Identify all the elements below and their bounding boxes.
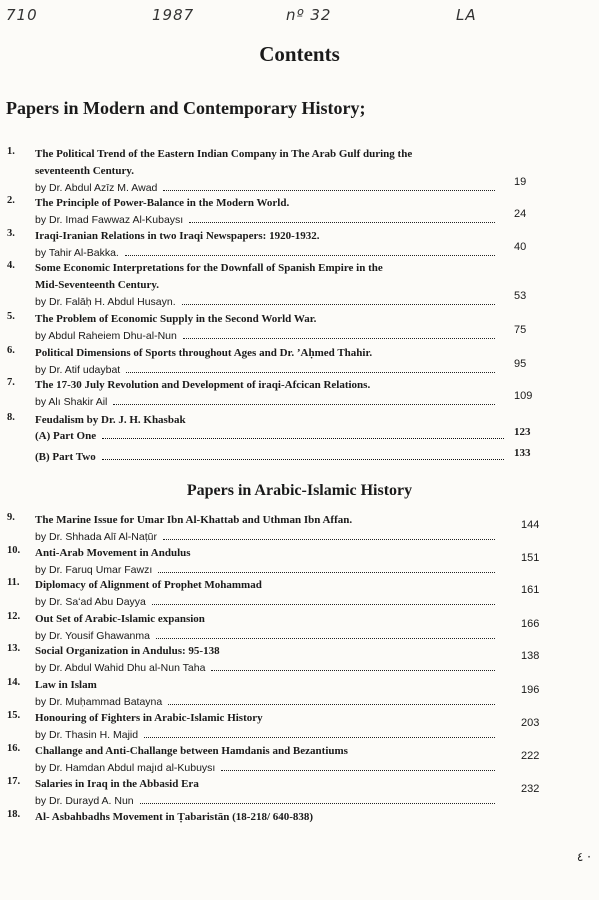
dot-leader: [152, 603, 495, 605]
author-line: [35, 727, 500, 741]
author-line: [35, 660, 500, 674]
entry-title: Feudalism by Dr. J. H. Khasbak: [35, 414, 186, 426]
toc-entry[interactable]: [0, 776, 599, 810]
part-label: (B) Part Two: [35, 451, 96, 463]
entry-page-number: 151: [521, 552, 540, 564]
toc-entry[interactable]: [0, 345, 599, 379]
dot-leader: [102, 438, 504, 439]
author-line: [35, 594, 500, 608]
entry-author: by Alı Shakir Ail: [35, 396, 108, 408]
dot-leader: [144, 736, 495, 738]
author-line: [35, 394, 500, 408]
entry-title: Al- Asbahbadhs Movement in Ṭabaristān (18-218/ 640-838): [35, 811, 314, 823]
entry-page-number: 161: [521, 584, 540, 596]
entry-author: by Dr. Falāḥ H. Abdul Husayn.: [35, 296, 176, 308]
section-title-arabic-islamic: Papers in Arabic-Islamic History: [186, 482, 413, 499]
dot-leader: [182, 303, 495, 305]
toc-entry[interactable]: [0, 545, 599, 579]
entry-title-continued: seventeenth Century.: [35, 165, 134, 177]
part-label: (A) Part One: [35, 430, 97, 442]
entry-number: 12.: [7, 611, 21, 622]
entry-title: The 17-30 July Revolution and Development of iraqi-Afcican Relations.: [35, 379, 371, 391]
author-line: [35, 793, 500, 807]
entry-author: by Dr. Abdul Wahid Dhu al-Nun Taha: [35, 662, 206, 674]
toc-entry[interactable]: [0, 412, 599, 463]
entry-title: Anti-Arab Movement in Andulus: [35, 547, 191, 559]
dot-leader: [140, 802, 495, 804]
entry-page-number: 222: [521, 750, 540, 762]
dot-leader: [163, 538, 495, 540]
author-line: [35, 180, 500, 194]
entry-page-number: 203: [521, 717, 540, 729]
dot-leader: [183, 337, 495, 339]
entry-author: by Dr. Hamdan Abdul majıd al-Kubuysı: [35, 762, 216, 774]
entry-number: 14.: [7, 677, 21, 688]
entry-title: Honouring of Fighters in Arabic-Islamic History: [35, 712, 263, 724]
author-line: [35, 245, 500, 259]
dot-leader: [102, 459, 504, 460]
author-line: [35, 628, 500, 642]
entry-title-continued: Mid-Seventeenth Century.: [35, 279, 160, 291]
entry-title: Salaries in Iraq in the Abbasid Era: [35, 778, 199, 790]
entry-page-number: 53: [514, 290, 527, 302]
entry-page-number: 75: [514, 324, 527, 336]
author-line: [35, 562, 500, 576]
page-title: Contents: [259, 42, 340, 66]
entry-title: Diplomacy of Alignment of Prophet Mohammad: [35, 579, 262, 591]
entry-number: 7.: [7, 377, 15, 388]
toc-entry[interactable]: [0, 260, 599, 308]
entry-author: by Dr. Abdul Azīz M. Awad: [35, 182, 158, 194]
entry-title: Challange and Anti-Challange between Hamdanis and Bezantiums: [35, 745, 348, 757]
part-line[interactable]: [35, 428, 510, 442]
entry-page-number: 19: [514, 176, 527, 188]
entry-page-number: 232: [521, 783, 540, 795]
dot-leader: [189, 221, 495, 223]
entry-number: 5.: [7, 311, 15, 322]
toc-entry[interactable]: [0, 195, 599, 229]
author-line: [35, 212, 500, 226]
entry-author: by Dr. Shhada Alī Al-Naṭūr: [35, 531, 157, 543]
corner-mark: ٤ ·: [576, 850, 591, 864]
part-page-number: 133: [514, 447, 531, 459]
toc-entry[interactable]: [0, 577, 599, 611]
entry-number: 6.: [7, 345, 15, 356]
entry-number: 17.: [7, 776, 21, 787]
dot-leader: [221, 769, 495, 771]
entry-author: by Dr. Durayd A. Nun: [35, 795, 134, 807]
toc-entry[interactable]: [0, 743, 599, 777]
entry-number: 8.: [7, 412, 15, 423]
entry-author: by Dr. Saʻad Abu Dayya: [35, 596, 146, 608]
entry-title: The Problem of Economic Supply in the Second World War.: [35, 313, 317, 325]
entry-number: 2.: [7, 195, 15, 206]
entry-title: The Principle of Power-Balance in the Modern World.: [35, 197, 290, 209]
entry-page-number: 138: [521, 650, 540, 662]
entry-number: 11.: [7, 577, 20, 588]
dot-leader: [113, 403, 495, 405]
part-line[interactable]: [35, 449, 510, 463]
entry-page-number: 144: [521, 519, 540, 531]
author-line: [35, 694, 500, 708]
entry-page-number: 196: [521, 684, 540, 696]
entry-title: Iraqi-Iranian Relations in two Iraqi Newspapers: 1920-1932.: [35, 230, 320, 242]
entry-author: by Abdul Raheiem Dhu-al-Nun: [35, 330, 177, 342]
part-page-number: 123: [514, 426, 531, 438]
dot-leader: [125, 254, 495, 256]
entry-title: Political Dimensions of Sports throughout Ages and Dr. ʼAḥmed Thahir.: [35, 347, 373, 359]
entry-number: 4.: [7, 260, 15, 271]
entry-title: The Marine Issue for Umar Ibn Al-Khattab and Uthman Ibn Affan.: [35, 514, 353, 526]
dot-leader: [211, 669, 495, 671]
dot-leader: [156, 637, 495, 639]
handwritten-note-1: 710: [6, 6, 38, 24]
entry-number: 3.: [7, 228, 15, 239]
dot-leader: [163, 189, 495, 191]
dot-leader: [126, 371, 495, 373]
toc-entry[interactable]: [0, 809, 599, 843]
dot-leader: [158, 571, 495, 573]
toc-entry[interactable]: [0, 611, 599, 645]
toc-entry[interactable]: [0, 710, 599, 744]
entry-number: 15.: [7, 710, 21, 721]
entry-author: by Tahir Al-Bakka.: [35, 247, 119, 259]
entry-number: 10.: [7, 545, 21, 556]
entry-number: 16.: [7, 743, 21, 754]
toc-entry[interactable]: [0, 377, 599, 411]
entry-title: Social Organization in Andulus: 95-138: [35, 645, 220, 657]
entry-title: Law in Islam: [35, 679, 97, 691]
entry-author: by Dr. Imad Fawwaz Al-Kubaysı: [35, 214, 184, 226]
handwritten-note-4: LA: [456, 6, 477, 24]
toc-entry[interactable]: [0, 146, 599, 194]
entry-author: by Dr. Muḥammad Batayna: [35, 696, 163, 708]
entry-number: 13.: [7, 643, 21, 654]
author-line: [35, 529, 500, 543]
entry-author: by Dr. Atif udaybat: [35, 364, 121, 376]
handwritten-note-2: 1987: [152, 6, 195, 24]
author-line: [35, 362, 500, 376]
toc-entry[interactable]: [0, 512, 599, 546]
entry-page-number: 166: [521, 618, 540, 630]
entry-page-number: 24: [514, 208, 527, 220]
toc-entry[interactable]: [0, 228, 599, 262]
toc-entry[interactable]: [0, 643, 599, 677]
entry-page-number: 109: [514, 390, 533, 402]
author-line: [35, 294, 500, 308]
entry-author: by Dr. Yousif Ghawanma: [35, 630, 150, 642]
toc-entry[interactable]: [0, 311, 599, 345]
entry-title: Out Set of Arabic-Islamic expansion: [35, 613, 205, 625]
handwritten-note-3: nº 32: [286, 6, 332, 24]
entry-author: by Dr. Thasin H. Majid: [35, 729, 139, 741]
entry-page-number: 95: [514, 358, 527, 370]
dot-leader: [168, 703, 495, 705]
author-line: [35, 760, 500, 774]
entry-author: by Dr. Faruq Umar Fawzı: [35, 564, 153, 576]
entry-title: Some Economic Interpretations for the Downfall of Spanish Empire in the: [35, 262, 383, 274]
entry-number: 9.: [7, 512, 15, 523]
author-line: [35, 328, 500, 342]
entry-page-number: 40: [514, 241, 527, 253]
entry-title: The Political Trend of the Eastern Indian Company in The Arab Gulf during the: [35, 148, 413, 160]
toc-entry[interactable]: [0, 677, 599, 711]
entry-number: 1.: [7, 146, 15, 157]
entry-number: 18.: [7, 809, 21, 820]
section-title-modern: Papers in Modern and Contemporary History;: [6, 98, 366, 118]
